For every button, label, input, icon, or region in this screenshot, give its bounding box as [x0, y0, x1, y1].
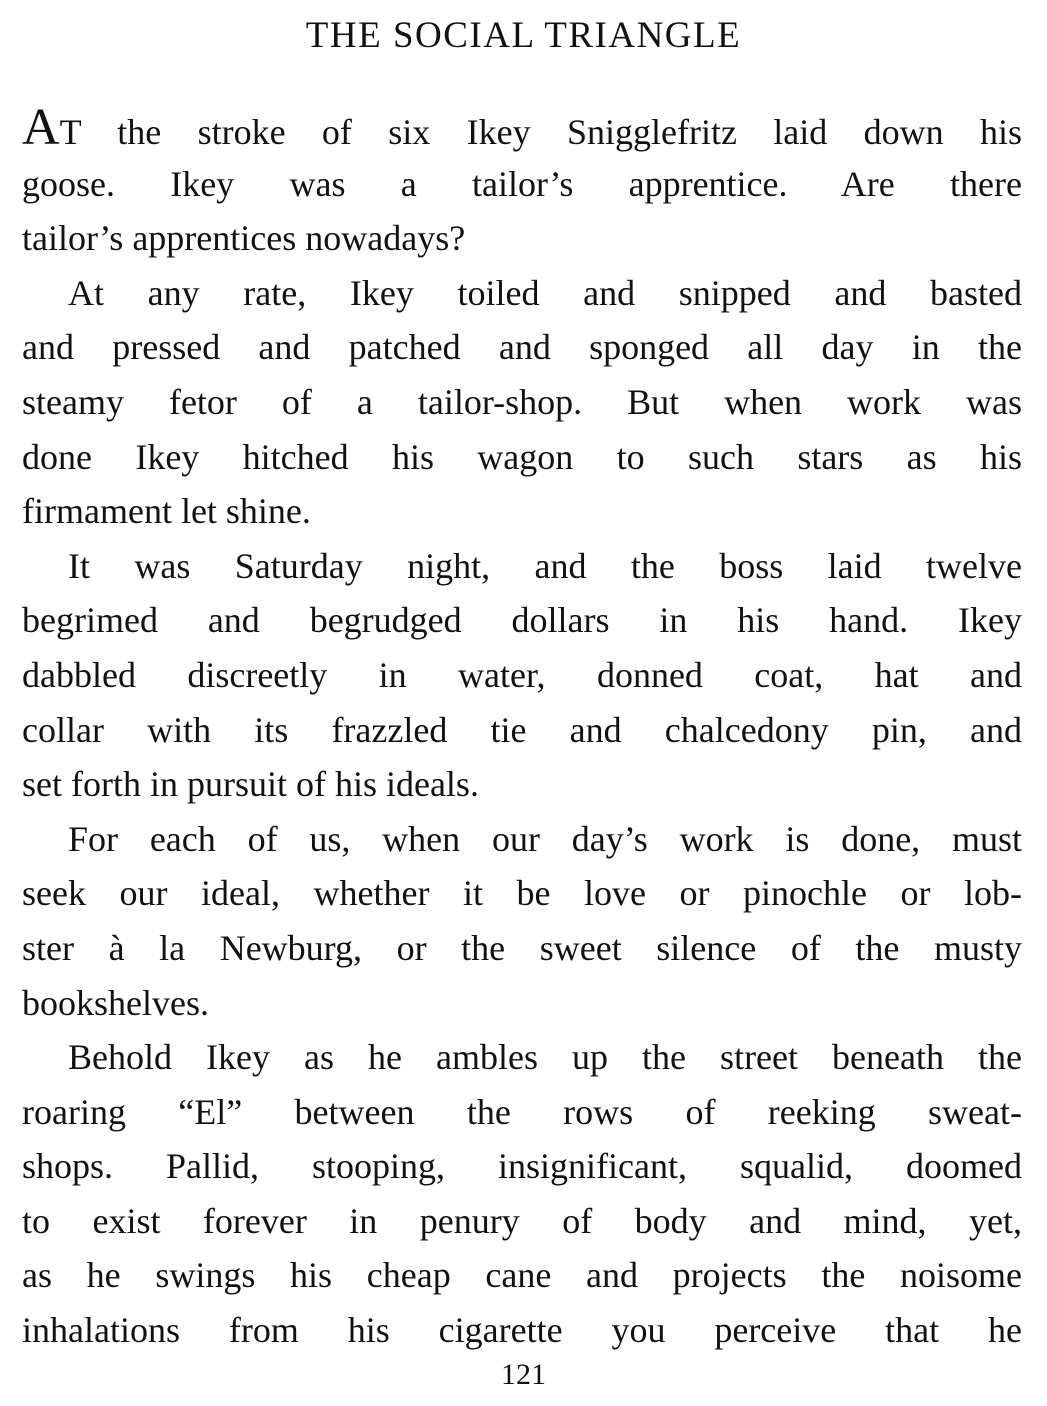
text-line — [22, 99, 1022, 157]
text-line: done Ikey hitched his wagon to such stars as his — [22, 436, 1022, 477]
running-head: THE SOCIAL TRIANGLE — [305, 15, 742, 56]
text-line: tailor’s apprentices nowadays? — [22, 218, 466, 259]
text-line: begrimed and begrudged dollars in his hand. Ikey — [22, 600, 1022, 641]
text-line: bookshelves. — [22, 982, 209, 1023]
text-line: At any rate, Ikey toiled and snipped and basted — [68, 272, 1022, 313]
text-line: firmament let shine. — [22, 491, 311, 532]
text-line: seek our ideal, whether it be love or pinochle or lob- — [22, 873, 1022, 914]
text-line: as he swings his cheap cane and projects the noisome — [22, 1255, 1022, 1296]
text-line: and pressed and patched and sponged all day in the — [22, 327, 1022, 368]
drop-cap: A — [22, 99, 60, 156]
text-line: shops. Pallid, stooping, insignificant, squalid, doomed — [22, 1146, 1022, 1187]
text-line: For each of us, when our day’s work is done, must — [68, 818, 1022, 859]
text-line: steamy fetor of a tailor-shop. But when work was — [22, 381, 1022, 422]
text-line: It was Saturday night, and the boss laid twelve — [68, 545, 1022, 586]
text-line: Behold Ikey as he ambles up the street beneath the — [68, 1037, 1022, 1078]
text-line: collar with its frazzled tie and chalcedony pin, and — [22, 709, 1022, 750]
text-line: ster à la Newburg, or the sweet silence of the musty — [22, 927, 1022, 968]
text-line: inhalations from his cigarette you perceive that he — [22, 1310, 1022, 1351]
page-number: 121 — [501, 1358, 546, 1391]
text-line-content: T the stroke of six Ikey Snigglefritz laid down his — [59, 112, 1022, 152]
text-line: goose. Ikey was a tailor’s apprentice. Are there — [22, 163, 1022, 204]
text-line: set forth in pursuit of his ideals. — [22, 764, 479, 805]
body-text — [22, 99, 1022, 1358]
text-line: roaring “El” between the rows of reeking sweat- — [22, 1091, 1022, 1132]
text-line: dabbled discreetly in water, donned coat, hat and — [22, 654, 1022, 695]
text-line: to exist forever in penury of body and mind, yet, — [22, 1200, 1022, 1241]
